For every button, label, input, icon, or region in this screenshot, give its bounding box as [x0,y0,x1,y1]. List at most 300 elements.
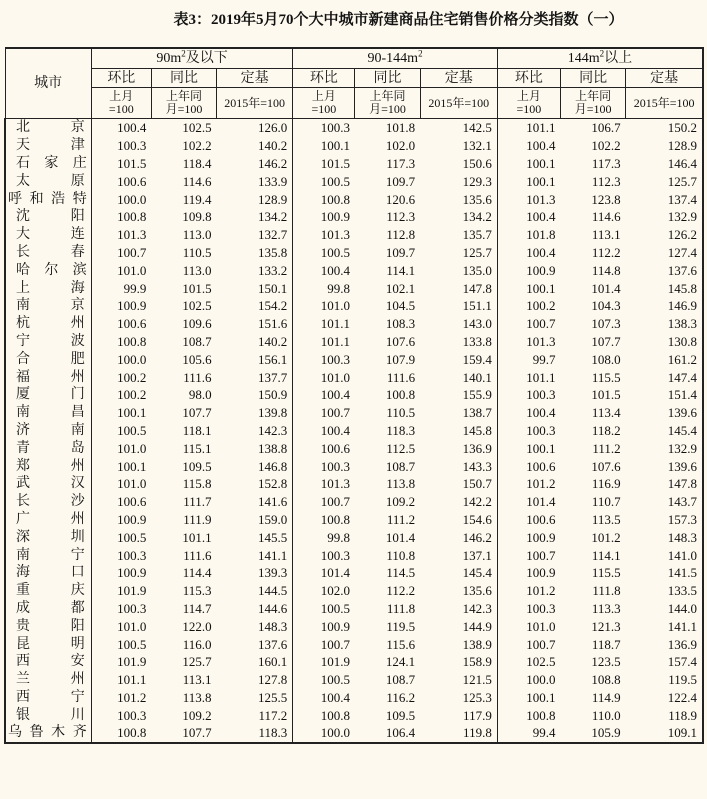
value-cell: 111.2 [386,511,416,527]
value-cell: 115.6 [386,636,416,652]
value-cell: 142.3 [217,422,293,440]
value-cell: 113.0 [182,262,212,278]
value-cell: 115.5 [591,369,621,385]
value-cell: 101.2 [526,583,556,599]
city-name [6,582,91,599]
city-cell [5,475,91,493]
value-cell: 113.0 [182,227,212,243]
value-cell: 101.1 [182,529,212,545]
city-char: 南 [16,547,30,563]
value-cell: 101.4 [591,280,621,296]
city-char: 海 [16,565,30,581]
city-char: 西 [16,654,30,670]
value-cell: 100.5 [320,600,350,616]
value-cell: 101.0 [526,618,556,634]
value-cell: 137.4 [626,190,703,208]
value-cell: 109.8 [182,209,212,225]
value-cell: 113.8 [182,689,212,705]
value-cell: 110.5 [182,244,212,260]
value-cell: 100.7 [117,244,147,260]
value-cell: 118.3 [386,422,416,438]
city-char: 杭 [16,316,30,332]
city-name [6,369,91,386]
city-char: 宁 [70,689,85,705]
value-cell: 135.6 [420,190,497,208]
table-row [5,172,703,190]
value-cell: 107.6 [591,458,621,474]
value-cell: 105.9 [561,724,626,743]
city-char: 郑 [16,458,30,474]
value-cell: 100.1 [526,155,556,171]
city-column-header: 城市 [5,48,91,119]
value-cell: 98.0 [188,387,212,403]
value-cell: 137.7 [217,368,293,386]
value-cell: 138.3 [626,315,703,333]
city-cell [5,333,91,351]
value-cell: 125.7 [626,172,703,190]
value-cell: 101.8 [526,227,556,243]
value-cell: 101.0 [117,618,147,634]
city-char: 长 [16,244,30,260]
city-name [6,119,91,136]
value-cell: 135.8 [217,244,293,262]
table-row [5,635,703,653]
subheader-1-2: 定基 [420,69,497,88]
value-cell: 101.0 [320,369,350,385]
group-header-small: $90m^2$及以下 [91,48,293,69]
city-name [6,191,91,208]
value-cell: 161.2 [626,350,703,368]
value-cell: 100.9 [526,529,556,545]
city-char: 和 [29,191,44,207]
value-cell: 100.4 [526,244,556,260]
value-cell: 138.7 [420,404,497,422]
city-char: 大 [16,227,30,243]
value-cell: 101.5 [320,155,350,171]
value-cell: 100.7 [526,316,556,332]
value-cell: 100.4 [320,689,350,705]
value-cell: 101.1 [320,316,350,332]
value-cell: 146.2 [217,155,293,173]
city-name [6,475,91,492]
value-cell: 112.2 [386,583,416,599]
city-char: 西 [16,689,30,705]
value-cell: 114.6 [182,173,212,189]
table-title: 表3：2019年5月70个大中城市新建商品住宅销售价格分类指数（一） [173,12,624,28]
value-cell: 101.2 [117,689,147,705]
value-cell: 102.0 [385,138,416,154]
city-char: 哈 [16,262,30,278]
value-cell: 145.4 [626,422,703,440]
value-cell: 137.6 [626,261,703,279]
table-row [5,315,703,333]
value-cell: 102.5 [182,120,212,136]
value-cell: 100.2 [117,369,147,385]
value-cell: 100.1 [320,138,350,154]
value-cell: 121.5 [420,671,497,689]
value-cell: 100.1 [526,440,556,456]
city-char: 特 [72,191,87,207]
group-header-medium: $90-144m^2$ [293,48,498,69]
value-cell: 108.7 [385,672,416,688]
city-char: 乌 [8,725,22,741]
value-cell: 100.1 [117,458,147,474]
value-cell: 115.1 [182,440,212,456]
city-char: 鲁 [29,725,44,741]
value-cell: 141.6 [217,493,293,511]
value-cell: 100.3 [320,547,350,563]
city-cell [5,297,91,315]
value-cell: 118.4 [182,155,212,171]
value-cell: 100.8 [320,707,350,723]
value-cell: 105.6 [182,351,212,367]
value-cell: 143.7 [626,493,703,511]
value-cell: 101.3 [117,227,147,243]
value-cell: 143.0 [420,315,497,333]
value-cell: 101.9 [320,654,350,670]
city-cell [5,422,91,440]
value-cell: 114.5 [386,565,416,581]
value-cell: 100.4 [526,209,556,225]
group-header-large: $144m^2$以上 [497,48,703,69]
value-cell: 146.9 [626,297,703,315]
table-row [5,261,703,279]
city-char: 安 [70,654,85,670]
city-char: 天 [16,138,30,154]
city-cell [5,457,91,475]
value-cell: 100.5 [320,672,350,688]
value-cell: 100.2 [117,387,147,403]
table-row [5,333,703,351]
city-char: 北 [16,120,30,136]
city-char: 滨 [72,262,87,278]
value-cell: 100.7 [526,547,556,563]
value-cell: 141.0 [626,546,703,564]
city-char: 合 [16,351,30,367]
city-cell [5,155,91,173]
city-name [6,653,91,670]
city-name [6,262,91,279]
value-cell: 137.1 [420,546,497,564]
city-char: 州 [70,369,85,385]
value-cell: 113.3 [591,600,621,616]
city-cell [5,653,91,671]
city-cell [5,368,91,386]
value-cell: 123.8 [591,191,621,207]
city-char: 连 [70,227,85,243]
value-cell: 108.8 [591,672,621,688]
city-cell [5,724,91,743]
city-name [6,333,91,350]
value-cell: 112.3 [386,209,416,225]
base-header-0-0: 上月 =100 [91,88,151,119]
value-cell: 152.8 [217,475,293,493]
base-header-2-1: 上年同 月=100 [561,88,626,119]
value-cell: 100.7 [320,494,350,510]
city-cell [5,439,91,457]
value-cell: 100.8 [320,511,350,527]
value-cell: 116.9 [591,476,621,492]
value-cell: 134.2 [217,208,293,226]
city-cell [5,208,91,226]
value-cell: 136.9 [420,439,497,457]
value-cell: 145.8 [420,422,497,440]
value-cell: 100.1 [526,173,556,189]
price-index-table [4,47,704,744]
table-row [5,671,703,689]
value-cell: 109.5 [182,458,212,474]
base-header-0-1: 上年同 月=100 [151,88,216,119]
value-cell: 146.2 [420,528,497,546]
value-cell: 144.0 [626,600,703,618]
value-cell: 100.2 [526,298,556,314]
city-char: 州 [70,316,85,332]
value-cell: 139.8 [217,404,293,422]
value-cell: 114.4 [182,565,212,581]
value-cell: 114.7 [182,600,212,616]
value-cell: 146.4 [626,155,703,173]
value-cell: 101.8 [385,120,416,136]
value-cell: 111.6 [183,369,212,385]
value-cell: 107.9 [385,351,416,367]
value-cell: 100.7 [320,405,350,421]
table-row [5,244,703,262]
value-cell: 100.7 [320,636,350,652]
value-cell: 111.8 [386,600,416,616]
value-cell: 100.3 [526,600,556,616]
value-cell: 132.9 [626,439,703,457]
city-name [6,315,91,332]
value-cell: 100.9 [320,618,350,634]
value-cell: 132.1 [420,137,497,155]
city-char: 广 [16,511,30,527]
city-char: 沈 [16,209,30,225]
value-cell: 122.0 [182,618,212,634]
value-cell: 99.8 [327,529,350,545]
value-cell: 122.4 [626,689,703,707]
value-cell: 133.5 [626,582,703,600]
value-cell: 151.1 [420,297,497,315]
city-char: 川 [70,707,85,723]
city-char: 明 [70,636,85,652]
value-cell: 125.5 [217,689,293,707]
value-cell: 100.4 [320,262,350,278]
city-cell [5,244,91,262]
city-name [6,724,91,741]
value-cell: 150.6 [420,155,497,173]
value-cell: 108.7 [385,458,416,474]
value-cell: 117.3 [591,155,621,171]
value-cell: 146.8 [217,457,293,475]
value-cell: 160.1 [217,653,293,671]
value-cell: 100.1 [526,280,556,296]
city-char: 福 [16,369,30,385]
value-cell: 141.5 [626,564,703,582]
value-cell: 109.1 [626,724,703,743]
value-cell: 110.5 [386,405,416,421]
value-cell: 108.0 [591,351,621,367]
city-cell [5,706,91,724]
value-cell: 144.9 [420,617,497,635]
value-cell: 135.7 [420,226,497,244]
value-cell: 126.0 [217,119,293,137]
value-cell: 101.4 [526,494,556,510]
city-char: 南 [16,405,30,421]
city-name [6,547,91,564]
city-name [6,671,91,688]
value-cell: 116.0 [182,636,212,652]
value-cell: 132.7 [217,226,293,244]
table-row [5,226,703,244]
value-cell: 108.7 [182,333,212,349]
value-cell: 104.3 [591,298,621,314]
value-cell: 142.2 [420,493,497,511]
value-cell: 111.7 [183,494,212,510]
value-cell: 125.7 [420,244,497,262]
city-name [6,493,91,510]
table-row [5,493,703,511]
value-cell: 112.3 [591,173,621,189]
value-cell: 110.7 [591,494,621,510]
city-char: 呼 [8,191,22,207]
table-row [5,564,703,582]
city-cell [5,635,91,653]
value-cell: 119.5 [626,671,703,689]
value-cell: 99.9 [123,280,147,296]
table-row [5,546,703,564]
table-row [5,386,703,404]
city-name [6,564,91,581]
value-cell: 141.1 [626,617,703,635]
value-cell: 150.9 [217,386,293,404]
table-row [5,155,703,173]
value-cell: 102.5 [182,298,212,314]
city-char: 春 [70,244,85,260]
value-cell: 101.2 [591,529,621,545]
value-cell: 130.8 [626,333,703,351]
value-cell: 140.2 [217,333,293,351]
city-char: 太 [16,173,30,189]
table-row [5,297,703,315]
value-cell: 100.5 [320,244,350,260]
value-cell: 118.9 [626,706,703,724]
value-cell: 117.2 [217,706,293,724]
value-cell: 113.8 [386,476,416,492]
value-cell: 100.4 [526,405,556,421]
subheader-1-0: 环比 [293,69,355,88]
value-cell: 100.4 [526,138,556,154]
value-cell: 100.6 [117,494,147,510]
value-cell: 100.3 [526,422,556,438]
value-cell: 100.5 [117,636,147,652]
value-cell: 116.2 [386,689,416,705]
city-name [6,618,91,635]
value-cell: 100.9 [117,511,147,527]
value-cell: 145.5 [217,528,293,546]
table-row [5,422,703,440]
city-cell [5,546,91,564]
value-cell: 101.3 [526,333,556,349]
value-cell: 106.4 [355,724,420,743]
value-cell: 100.6 [117,173,147,189]
value-cell: 100.8 [385,387,416,403]
value-cell: 119.8 [420,724,497,743]
value-cell: 135.6 [420,582,497,600]
value-cell: 109.2 [182,707,212,723]
value-cell: 101.5 [182,280,212,296]
value-cell: 100.9 [117,298,147,314]
value-cell: 111.6 [386,369,416,385]
city-cell [5,261,91,279]
value-cell: 100.3 [117,707,147,723]
value-cell: 100.8 [117,209,147,225]
value-cell: 100.8 [320,191,350,207]
base-header-1-1: 上年同 月=100 [355,88,420,119]
value-cell: 118.7 [591,636,621,652]
value-cell: 100.6 [117,316,147,332]
value-cell: 112.8 [386,227,416,243]
value-cell: 101.0 [117,476,147,492]
city-cell [5,671,91,689]
table-row [5,137,703,155]
base-header-1-0: 上月 =100 [293,88,355,119]
city-cell [5,137,91,155]
city-name [6,689,91,706]
value-cell: 100.6 [526,458,556,474]
value-cell: 100.4 [320,387,350,403]
value-cell: 132.9 [626,208,703,226]
city-char: 浩 [51,191,66,207]
city-char: 门 [70,387,85,403]
value-cell: 100.5 [117,529,147,545]
table-row [5,279,703,297]
value-cell: 100.3 [117,547,147,563]
city-name [6,707,91,724]
value-cell: 100.8 [117,333,147,349]
value-cell: 101.0 [117,440,147,456]
value-cell: 133.8 [420,333,497,351]
value-cell: 121.3 [591,618,621,634]
subheader-0-2: 定基 [217,69,293,88]
city-char: 南 [70,422,85,438]
value-cell: 101.1 [117,672,147,688]
value-cell: 99.8 [327,280,350,296]
table-row [5,190,703,208]
value-cell: 148.3 [626,528,703,546]
table-row [5,457,703,475]
value-cell: 157.3 [626,511,703,529]
subheader-2-2: 定基 [626,69,703,88]
value-cell: 100.9 [320,209,350,225]
value-cell: 100.5 [117,422,147,438]
subheader-2-1: 同比 [561,69,626,88]
value-cell: 147.8 [626,475,703,493]
city-char: 肥 [70,351,85,367]
value-cell: 100.5 [320,173,350,189]
table-row [5,475,703,493]
value-cell: 101.9 [117,583,147,599]
value-cell: 117.9 [420,706,497,724]
value-cell: 107.7 [182,405,212,421]
base-header-1-2: 2015年=100 [420,88,497,119]
city-char: 岛 [70,440,85,456]
value-cell: 115.5 [591,565,621,581]
table-row [5,528,703,546]
value-cell: 100.9 [526,262,556,278]
value-cell: 102.0 [320,583,350,599]
city-cell [5,190,91,208]
value-cell: 142.5 [420,119,497,137]
